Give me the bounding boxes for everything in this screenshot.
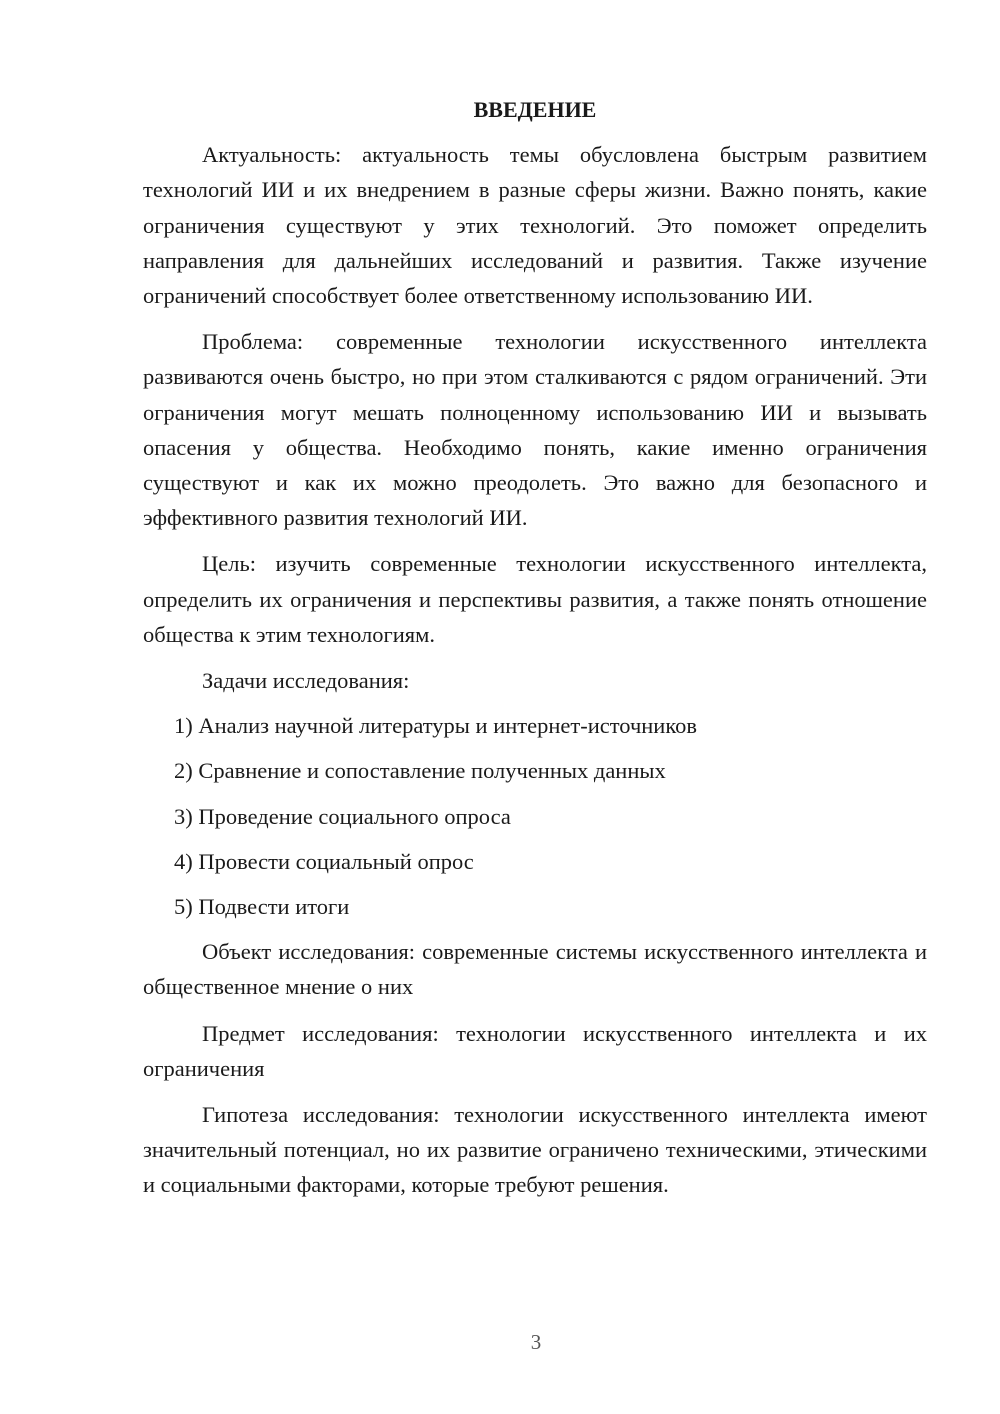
document-page xyxy=(143,92,927,1214)
paragraph-goal: Цель: изучить современные технологии искусственного интеллекта, определить их ограничения и перспективы развития, а также понять отношение общества к этим технологиям. xyxy=(143,551,927,647)
paragraph-object: Объект исследования: современные системы искусственного интеллекта и общественное мнение о них xyxy=(143,939,927,1000)
list-item: 4) Провести социальный опрос xyxy=(174,848,474,874)
list-item: 2) Сравнение и сопоставление полученных данных xyxy=(174,758,666,784)
paragraph-subject: Предмет исследования: технологии искусственного интеллекта и их ограничения xyxy=(143,1020,927,1081)
section-title: ВВЕДЕНИЕ xyxy=(473,97,597,122)
page-number: 3 xyxy=(530,1330,542,1354)
task-list xyxy=(143,708,927,924)
paragraph-hypothesis: Гипотеза исследования: технологии искусственного интеллекта имеют значительный потенциал, но их развитие ограничено техническими, этическими и социальными факторами, которые требуют решения. xyxy=(143,1102,927,1198)
list-item: 3) Проведение социального опроса xyxy=(174,803,511,829)
paragraph-relevance: Актуальность: актуальность темы обусловлена быстрым развитием технологий ИИ и их внедрением в разные сферы жизни. Важно понять, какие ограничения существуют у этих технологий. Это поможет определить направления для дальнейших исследований и развития. Также изучение ограничений способствует более ответственному использованию ИИ. xyxy=(143,142,927,309)
tasks-heading: Задачи исследования: xyxy=(202,668,410,694)
paragraph-problem: Проблема: современные технологии искусственного интеллекта развиваются очень быстро, но при этом сталкиваются с рядом ограничений. Эти ограничения могут мешать полноценному использованию ИИ и вызывать опасения у общества. Необходимо понять, какие именно ограничения существуют и как их можно преодолеть. Это важно для безопасного и эффективного развития технологий ИИ. xyxy=(143,329,927,531)
list-item: 1) Анализ научной литературы и интернет-источников xyxy=(174,713,698,739)
list-item: 5) Подвести итоги xyxy=(174,894,350,920)
